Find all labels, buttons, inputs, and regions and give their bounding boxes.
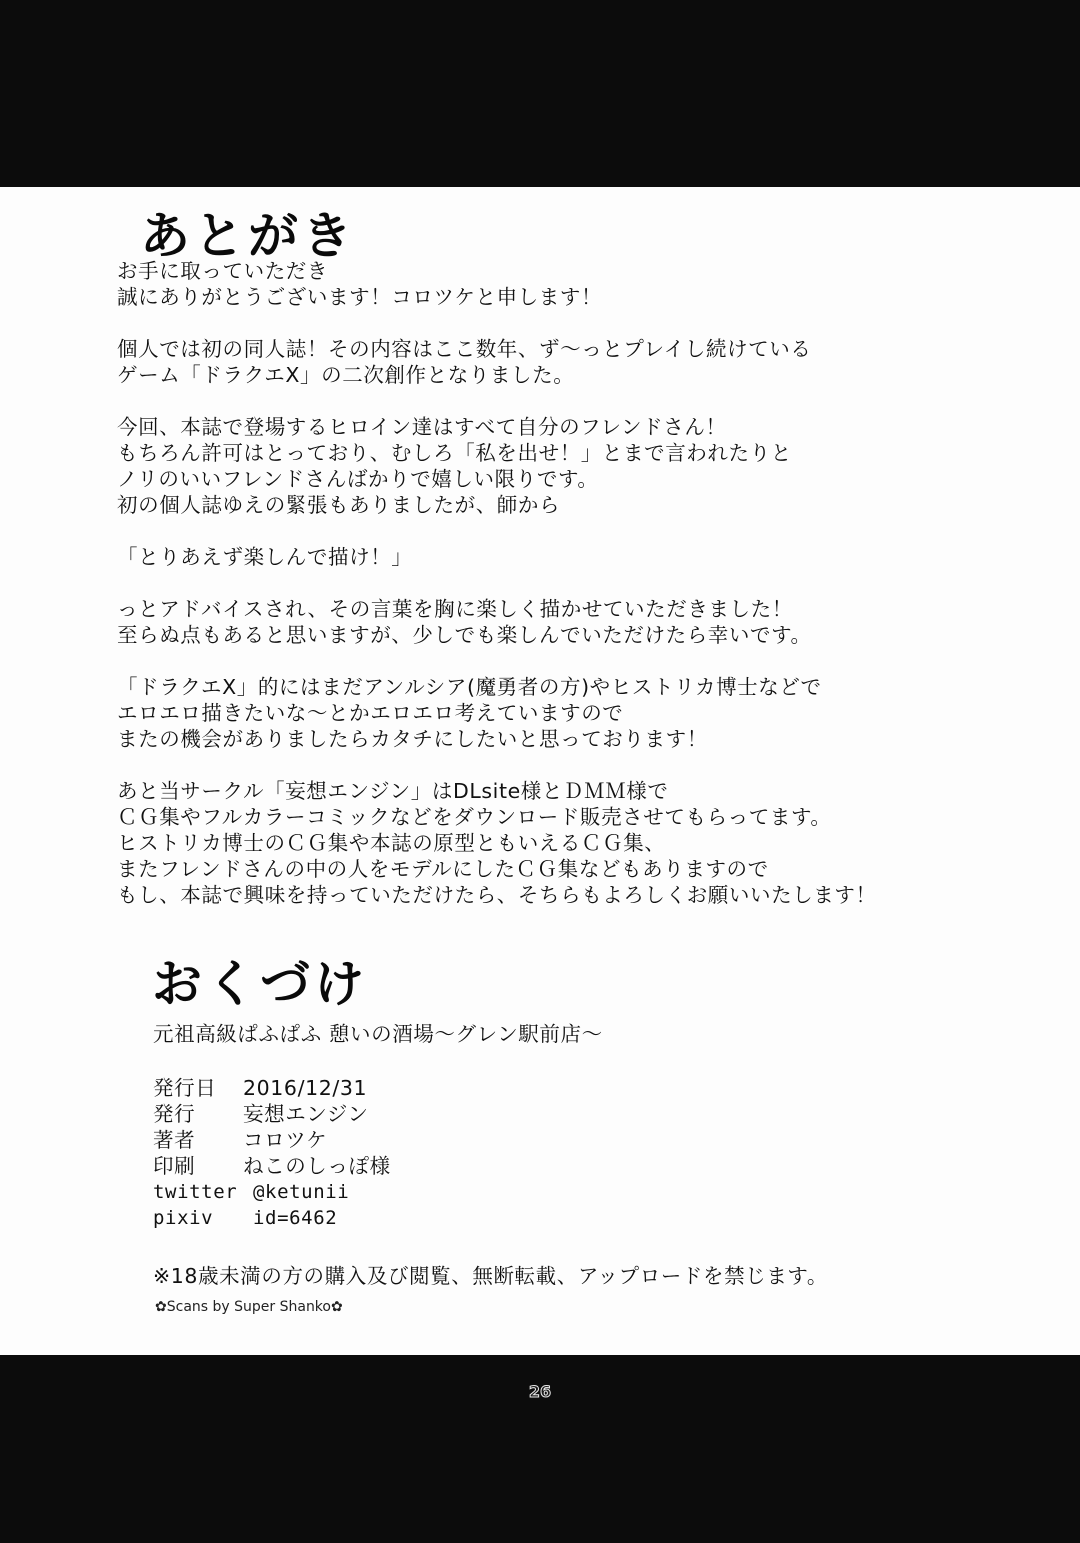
text-line: 至らぬ点もあると思いますが、少しでも楽しんでいただけたら幸いです。 [117,623,812,647]
text-line: 個人では初の同人誌！その内容はここ数年、ず～っとプレイし続けている [117,337,812,361]
afterword-paragraph [117,674,1047,752]
text-line: 「とりあえず楽しんで描け！」 [117,545,413,569]
info-row [153,1075,391,1101]
text-line: あと当サークル「妄想エンジン」はDLsite様とＤＭＭ様で [117,779,669,803]
afterword-body [117,258,1047,934]
info-value: 2016/12/31 [243,1076,368,1100]
text-line: またフレンドさんの中の人をモデルにしたＣＧ集などもありますので [117,857,769,881]
text-line: 初の個人誌ゆえの緊張もありましたが、師から [117,493,561,517]
info-value: @ketunii [253,1181,350,1203]
text-line: エロエロ描きたいな～とかエロエロ考えていますので [117,701,624,725]
info-value: ねこのしっぽ様 [243,1154,391,1178]
info-key: 発行日 [153,1076,217,1100]
text-line: っとアドバイスされ、その言葉を胸に楽しく描かせていただきました！ [117,597,793,621]
colophon-heading: おくづけ [152,954,368,1013]
afterword-paragraph [117,336,1047,388]
info-key: pixiv [153,1207,214,1229]
top-border [0,0,1080,187]
text-line: もちろん許可はとっており、むしろ「私を出せ！」とまで言われたりと [117,441,792,465]
book-title: 元祖高級ぱふぱふ 憩いの酒場～グレン駅前店～ [153,1022,603,1046]
afterword-paragraph [117,414,1047,518]
age-notice: ※18歳未満の方の購入及び閲覧、無断転載、アップロードを禁じます。 [153,1264,828,1288]
afterword-paragraph [117,596,1047,648]
text-line: お手に取っていただき [117,259,328,283]
info-key: twitter [153,1181,238,1203]
info-row [153,1101,391,1127]
afterword-paragraph [117,544,1047,570]
info-row [153,1153,391,1179]
text-line: 「ドラクエX」的にはまだアンルシア(魔勇者の方)やヒストリカ博士などで [117,675,822,699]
text-line: ゲーム「ドラクエX」の二次創作となりました。 [117,363,575,387]
text-line: 誠にありがとうございます！コロツケと申します！ [117,285,603,309]
info-row [153,1179,391,1205]
text-line: ＣＧ集やフルカラーコミックなどをダウンロード販売させてもらってます。 [117,805,832,829]
info-key: 印刷 [153,1154,196,1178]
afterword-paragraph [117,778,1047,908]
text-line: ヒストリカ博士のＣＧ集や本誌の原型ともいえるＣＧ集、 [117,831,666,855]
text-line: もし、本誌で興味を持っていただけたら、そちらもよろしくお願いいたします！ [117,883,877,907]
text-line: またの機会がありましたらカタチにしたいと思っております！ [117,727,708,751]
info-value: コロツケ [243,1128,328,1152]
info-value: 妄想エンジン [243,1102,369,1126]
info-row [153,1127,391,1153]
info-value: id=6462 [253,1207,338,1229]
page-number: 26 [528,1382,552,1401]
info-row [153,1205,391,1231]
info-key: 著者 [153,1128,196,1152]
text-line: ノリのいいフレンドさんばかりで嬉しい限りです。 [117,467,599,491]
publication-info [153,1075,391,1231]
scan-credit: ✿Scans by Super Shanko✿ [155,1299,343,1315]
afterword-paragraph [117,258,1047,310]
text-line: 今回、本誌で登場するヒロイン達はすべて自分のフレンドさん！ [117,415,727,439]
afterword-heading: あとがき [140,206,356,265]
info-key: 発行 [153,1102,196,1126]
